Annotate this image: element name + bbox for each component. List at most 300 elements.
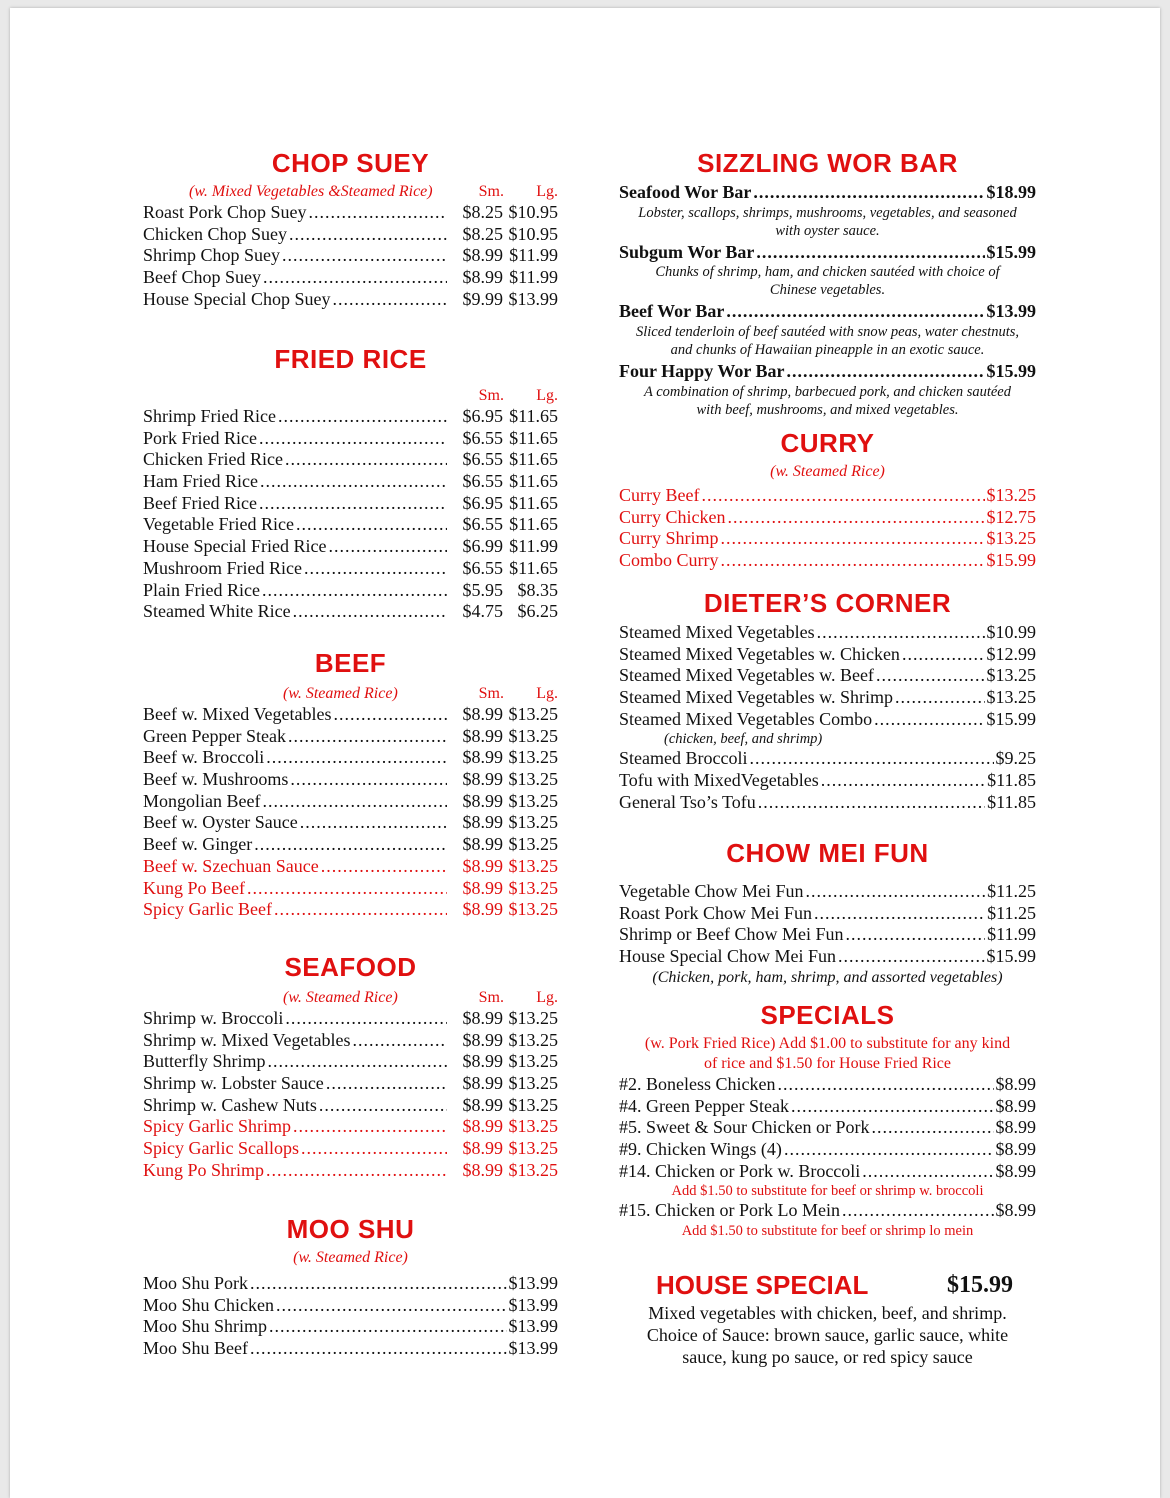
item-description-line: Lobster, scallops, shrimps, mushrooms, vegetables, and seasoned — [638, 204, 1017, 221]
item-price-small: $8.99 — [462, 769, 503, 790]
section-note: (w. Steamed Rice) — [293, 1249, 408, 1266]
menu-item — [619, 1117, 1036, 1139]
menu-item — [619, 665, 1036, 687]
item-price-small: $8.99 — [462, 855, 503, 876]
house-special-line: Mixed vegetables with chicken, beef, and shrimp. — [648, 1303, 1007, 1323]
menu-item — [143, 1338, 558, 1360]
leader-dots — [288, 726, 447, 748]
leader-dots — [784, 1139, 994, 1161]
item-name: Beef w. Mushrooms — [143, 769, 289, 790]
menu-item — [619, 881, 1036, 903]
item-price-large: $11.65 — [509, 492, 558, 513]
item-price-small: $4.75 — [462, 601, 503, 622]
item-name: House Special Chow Mei Fun — [619, 946, 836, 967]
item-price: $13.99 — [508, 1338, 558, 1359]
item-name: Green Pepper Steak — [143, 725, 286, 746]
menu-item — [619, 507, 1036, 529]
item-name: Steamed Mixed Vegetables w. Shrimp — [619, 687, 893, 708]
leader-dots — [250, 1273, 506, 1295]
item-price-large: $13.25 — [508, 1073, 558, 1094]
menu-item — [143, 747, 558, 769]
large-col-header: Lg. — [536, 183, 558, 200]
item-price: $11.85 — [987, 770, 1036, 791]
item-name: Vegetable Chow Mei Fun — [619, 881, 804, 901]
leader-dots — [876, 665, 985, 687]
menu-item — [619, 924, 1036, 946]
menu-item — [143, 267, 558, 289]
section-curry — [619, 428, 1036, 572]
item-price-large: $11.65 — [509, 427, 558, 448]
item-price: $18.99 — [986, 182, 1036, 202]
item-description — [619, 323, 1036, 359]
leader-dots — [276, 1295, 506, 1317]
item-name: Moo Shu Chicken — [143, 1294, 275, 1315]
menu-item — [619, 687, 1036, 709]
leader-dots — [791, 1096, 994, 1118]
item-price-large: $13.25 — [508, 1159, 558, 1180]
item-name: Tofu with MixedVegetables — [619, 770, 819, 791]
item-name: Shrimp w. Broccoli — [143, 1008, 284, 1028]
menu-item — [619, 1139, 1036, 1161]
item-name: Steamed Mixed Vegetables w. Beef — [619, 665, 874, 686]
item-name: Beef w. Broccoli — [143, 747, 265, 768]
leader-dots — [777, 1074, 993, 1096]
item-price-large: $11.65 — [509, 471, 558, 492]
menu-item — [143, 449, 558, 471]
item-price-small: $6.55 — [462, 514, 503, 535]
leader-dots — [721, 550, 985, 572]
leader-dots — [895, 687, 985, 709]
leader-dots — [289, 224, 447, 246]
item-price: $15.99 — [986, 241, 1036, 262]
section-title: MOO SHU — [286, 1214, 415, 1244]
leader-dots — [721, 528, 985, 550]
item-name: Vegetable Fried Rice — [143, 514, 294, 535]
house-special-line: Choice of Sauce: brown sauce, garlic sauce, white — [646, 1325, 1009, 1345]
leader-dots — [319, 1095, 447, 1117]
item-price-large: $13.25 — [508, 1138, 558, 1159]
item-price-small: $8.99 — [462, 704, 503, 724]
item-price-small: $8.99 — [462, 1051, 503, 1072]
item-price: $11.85 — [987, 791, 1036, 812]
item-name: Subgum Wor Bar — [619, 241, 755, 262]
leader-dots — [805, 881, 985, 903]
leader-dots — [260, 471, 447, 493]
section-title: BEEF — [314, 648, 387, 678]
item-price-small: $5.95 — [462, 579, 503, 600]
item-name: Curry Chicken — [619, 506, 726, 527]
item-price: $15.99 — [986, 361, 1036, 382]
item-name: Steamed Mixed Vegetables Combo — [619, 708, 873, 729]
leader-dots — [333, 704, 447, 726]
item-price-small: $8.99 — [462, 1094, 503, 1115]
leader-dots — [309, 202, 447, 224]
menu-item — [143, 1095, 558, 1117]
item-name: Steamed Broccoli — [619, 748, 748, 769]
leader-dots — [871, 1117, 993, 1139]
menu-item — [143, 769, 558, 791]
menu-item — [619, 182, 1036, 204]
menu-item — [619, 622, 1036, 644]
item-name: Curry Beef — [619, 485, 700, 505]
menu-item — [143, 791, 558, 813]
item-name: #2. Boneless Chicken — [619, 1074, 776, 1094]
item-price-large: $13.25 — [508, 899, 558, 920]
menu-item — [143, 406, 558, 428]
leader-dots — [328, 536, 447, 558]
item-description — [619, 263, 1036, 299]
menu-item — [619, 644, 1036, 666]
menu-item — [143, 1138, 558, 1160]
menu-item — [143, 1316, 558, 1338]
item-name: Mushroom Fried Rice — [143, 557, 302, 578]
menu-item — [619, 242, 1036, 264]
menu-item — [619, 1200, 1036, 1222]
section-title: SIZZLING WOR BAR — [697, 148, 958, 178]
chow-mei-fun-footnote: (Chicken, pork, ham, shrimp, and assorted vegetables) — [652, 968, 1003, 986]
leader-dots — [749, 748, 993, 770]
item-price-large: $13.25 — [508, 855, 558, 876]
item-name: Roast Pork Chop Suey — [143, 202, 307, 222]
item-price-small: $8.99 — [462, 1029, 503, 1050]
section-dieters-corner — [619, 588, 1036, 814]
item-name: Shrimp or Beef Chow Mei Fun — [619, 924, 844, 945]
item-name: Ham Fried Rice — [143, 471, 258, 492]
item-price-small: $6.55 — [462, 449, 503, 470]
item-name: Moo Shu Beef — [143, 1338, 248, 1359]
item-price-large: $11.99 — [509, 245, 558, 266]
item-name: General Tso’s Tofu — [619, 791, 756, 812]
item-price-large: $11.99 — [509, 267, 558, 288]
menu-item — [143, 558, 558, 580]
item-price-large: $13.25 — [508, 877, 558, 898]
leader-dots — [296, 514, 447, 536]
specials-note-line: (w. Pork Fried Rice) Add $1.00 to substitute for any kind — [644, 1035, 1011, 1052]
item-name: Spicy Garlic Beef — [143, 899, 272, 920]
leader-dots — [268, 1051, 448, 1073]
menu-item — [619, 709, 1036, 731]
menu-item — [143, 471, 558, 493]
item-price: $13.99 — [508, 1273, 558, 1293]
item-price-large: $10.95 — [508, 202, 558, 222]
leader-dots — [304, 558, 447, 580]
item-description — [619, 383, 1036, 419]
item-description-line: with oyster sauce. — [775, 222, 880, 239]
leader-dots — [266, 1160, 447, 1182]
leader-dots — [269, 1316, 506, 1338]
menu-item — [619, 748, 1036, 770]
menu-item — [143, 812, 558, 834]
item-name: Beef w. Mixed Vegetables — [143, 704, 332, 724]
house-special-line: sauce, kung po sauce, or red spicy sauce — [682, 1347, 973, 1367]
item-price-small: $8.99 — [462, 1116, 503, 1137]
leader-dots — [753, 182, 984, 204]
menu-item — [143, 580, 558, 602]
item-price-small: $6.55 — [462, 471, 503, 492]
section-beef — [143, 648, 558, 921]
menu-item — [619, 301, 1036, 323]
item-price-small: $6.99 — [462, 536, 503, 557]
menu-item — [619, 946, 1036, 968]
leader-dots — [726, 301, 984, 323]
item-name: Beef Fried Rice — [143, 492, 257, 513]
section-sizzling-wor-bar — [619, 148, 1036, 421]
item-name: Spicy Garlic Shrimp — [143, 1116, 291, 1137]
item-price-large: $13.25 — [508, 834, 558, 855]
menu-item — [143, 878, 558, 900]
section-note: (w. Steamed Rice) — [283, 989, 398, 1006]
item-name: Combo Curry — [619, 550, 719, 571]
menu-item — [619, 528, 1036, 550]
item-price: $8.99 — [995, 1095, 1036, 1116]
item-name: House Special Chop Suey — [143, 288, 331, 309]
item-name: Four Happy Wor Bar — [619, 361, 785, 382]
menu-item — [143, 1073, 558, 1095]
menu-item — [143, 1030, 558, 1052]
item-price-large: $6.25 — [517, 601, 558, 622]
menu-item — [143, 856, 558, 878]
leader-dots — [300, 812, 447, 834]
leader-dots — [727, 507, 984, 529]
menu-item — [143, 1051, 558, 1073]
item-price-small: $8.99 — [462, 1073, 503, 1094]
leader-dots — [274, 899, 447, 921]
item-description-line: A combination of shrimp, barbecued pork, and chicken sautéed — [644, 383, 1011, 400]
leader-dots — [326, 1073, 447, 1095]
item-price-small: $8.99 — [462, 1159, 503, 1180]
specials-note-line: of rice and $1.50 for House Fried Rice — [703, 1055, 952, 1072]
house-special-title: HOUSE SPECIAL — [656, 1270, 869, 1300]
item-price: $8.99 — [995, 1139, 1036, 1160]
item-price-large: $11.65 — [509, 406, 558, 426]
menu-item — [143, 202, 558, 224]
item-price-small: $6.95 — [462, 492, 503, 513]
item-name: #4. Green Pepper Steak — [619, 1095, 789, 1116]
item-name: Roast Pork Chow Mei Fun — [619, 902, 813, 923]
item-name: Shrimp w. Mixed Vegetables — [143, 1029, 351, 1050]
leader-dots — [701, 485, 984, 507]
menu-item — [143, 1160, 558, 1182]
menu-item — [143, 1295, 558, 1317]
menu-item — [619, 903, 1036, 925]
leader-dots — [285, 449, 447, 471]
item-price: $11.99 — [987, 924, 1036, 945]
item-price-small: $8.99 — [462, 747, 503, 768]
small-col-header: Sm. — [478, 989, 504, 1006]
leader-dots — [278, 406, 447, 428]
item-price: $13.25 — [986, 687, 1036, 708]
item-name: Beef Chop Suey — [143, 267, 261, 288]
item-price-large: $10.95 — [508, 223, 558, 244]
leader-dots — [332, 289, 447, 311]
leader-dots — [874, 709, 984, 731]
section-title: DIETER’S CORNER — [703, 588, 952, 618]
leader-dots — [263, 267, 447, 289]
item-price-large: $13.25 — [508, 812, 558, 833]
item-price: $9.25 — [995, 748, 1036, 769]
leader-dots — [787, 361, 985, 383]
item-price-small: $8.99 — [462, 877, 503, 898]
item-upgrade-note: Add $1.50 to substitute for beef or shrimp w. broccoli — [671, 1183, 984, 1200]
item-price-small: $8.99 — [462, 245, 503, 266]
leader-dots — [846, 924, 986, 946]
item-price-small: $8.25 — [462, 202, 503, 222]
section-moo-shu — [143, 1214, 558, 1360]
leader-dots — [842, 1200, 994, 1222]
leader-dots — [862, 1161, 993, 1183]
menu-item — [143, 245, 558, 267]
item-name: #14. Chicken or Pork w. Broccoli — [619, 1160, 861, 1181]
item-price-large: $13.25 — [508, 1008, 558, 1028]
item-price-large: $13.25 — [508, 704, 558, 724]
item-name: Steamed Mixed Vegetables w. Chicken — [619, 643, 900, 664]
small-col-header: Sm. — [478, 685, 504, 702]
leader-dots — [756, 242, 984, 264]
item-upgrade-note: Add $1.50 to substitute for beef or shrimp lo mein — [681, 1223, 974, 1240]
item-name: Curry Shrimp — [619, 528, 719, 549]
item-price-large: $11.65 — [509, 557, 558, 578]
leader-dots — [262, 580, 447, 602]
section-title: SEAFOOD — [284, 952, 417, 982]
leader-dots — [262, 791, 447, 813]
leader-dots — [352, 1030, 447, 1052]
item-price: $15.99 — [986, 946, 1036, 967]
menu-item — [143, 536, 558, 558]
leader-dots — [247, 878, 447, 900]
leader-dots — [259, 428, 447, 450]
item-price-large: $11.99 — [509, 536, 558, 557]
item-price: $13.99 — [508, 1316, 558, 1337]
menu-page — [10, 8, 1160, 1498]
menu-item — [619, 361, 1036, 383]
section-chow-mei-fun — [619, 838, 1036, 988]
item-price-small: $6.55 — [462, 427, 503, 448]
section-title: SPECIALS — [760, 1000, 895, 1030]
item-description-line: Sliced tenderloin of beef sautéed with snow peas, water chestnuts, — [636, 324, 1019, 341]
menu-item — [619, 770, 1036, 792]
section-seafood — [143, 952, 558, 1182]
item-price: $13.25 — [986, 665, 1036, 686]
item-price-large: $13.25 — [508, 790, 558, 811]
leader-dots — [817, 622, 985, 644]
item-name: Plain Fried Rice — [143, 579, 260, 600]
leader-dots — [259, 493, 447, 515]
item-price-large: $13.25 — [508, 1029, 558, 1050]
menu-item — [143, 428, 558, 450]
leader-dots — [293, 601, 447, 623]
item-price-large: $13.25 — [508, 1051, 558, 1072]
item-name: Kung Po Beef — [143, 877, 245, 898]
leader-dots — [321, 856, 447, 878]
section-note: (w. Steamed Rice) — [770, 463, 885, 480]
leader-dots — [758, 792, 985, 814]
item-price-large: $13.25 — [508, 1094, 558, 1115]
leader-dots — [266, 747, 447, 769]
large-col-header: Lg. — [536, 387, 558, 404]
house-special-description — [619, 1302, 1036, 1368]
leader-dots — [293, 1116, 447, 1138]
item-price: $11.25 — [987, 902, 1036, 923]
menu-item — [143, 1273, 558, 1295]
item-price-large: $13.25 — [508, 769, 558, 790]
menu-item — [619, 792, 1036, 814]
item-price: $8.99 — [995, 1200, 1036, 1221]
section-chop-suey — [143, 148, 558, 310]
large-col-header: Lg. — [536, 989, 558, 1006]
leader-dots — [282, 245, 447, 267]
item-price: $12.99 — [986, 643, 1036, 664]
item-price-large: $8.35 — [517, 579, 558, 600]
item-price: $11.25 — [987, 881, 1036, 901]
item-name: Moo Shu Pork — [143, 1273, 249, 1293]
item-description-line: Chinese vegetables. — [769, 282, 886, 299]
item-price-small: $8.99 — [462, 812, 503, 833]
item-name: Beef Wor Bar — [619, 301, 725, 322]
section-note: (w. Steamed Rice) — [283, 685, 398, 702]
item-price: $13.25 — [986, 528, 1036, 549]
menu-item — [619, 485, 1036, 507]
item-price-large: $11.65 — [509, 514, 558, 535]
item-name: Steamed Mixed Vegetables — [619, 622, 815, 642]
leader-dots — [821, 770, 985, 792]
section-title: CURRY — [780, 428, 875, 458]
item-price: $8.99 — [995, 1117, 1036, 1138]
menu-item — [143, 1116, 558, 1138]
item-name: Beef w. Szechuan Sauce — [143, 855, 319, 876]
menu-item — [143, 704, 558, 726]
item-price: $8.99 — [995, 1160, 1036, 1181]
menu-item — [143, 493, 558, 515]
menu-item — [619, 1096, 1036, 1118]
house-special-price: $15.99 — [947, 1272, 1013, 1298]
item-price-small: $8.99 — [462, 725, 503, 746]
item-name: House Special Fried Rice — [143, 536, 327, 557]
menu-item — [619, 1161, 1036, 1183]
item-name: Mongolian Beef — [143, 790, 261, 811]
item-price: $13.99 — [986, 301, 1036, 322]
menu-item — [619, 1074, 1036, 1096]
item-price-small: $6.95 — [462, 406, 503, 426]
menu-item — [143, 726, 558, 748]
item-price-small: $8.25 — [462, 223, 503, 244]
item-price: $15.99 — [986, 708, 1036, 729]
large-col-header: Lg. — [536, 685, 558, 702]
item-name: Shrimp Fried Rice — [143, 406, 276, 426]
item-name: Shrimp w. Cashew Nuts — [143, 1094, 317, 1115]
leader-dots — [814, 903, 985, 925]
item-price-small: $8.99 — [462, 790, 503, 811]
item-price-small: $8.99 — [462, 834, 503, 855]
item-name: Beef w. Oyster Sauce — [143, 812, 298, 833]
small-col-header: Sm. — [478, 387, 504, 404]
item-price-small: $8.99 — [462, 899, 503, 920]
item-description-line: and chunks of Hawaiian pineapple in an exotic sauce. — [670, 342, 985, 359]
item-subnote: (chicken, beef, and shrimp) — [664, 731, 823, 748]
leader-dots — [290, 769, 447, 791]
leader-dots — [285, 1008, 447, 1030]
item-name: Chicken Fried Rice — [143, 449, 283, 470]
item-name: Shrimp w. Lobster Sauce — [143, 1073, 324, 1094]
item-price-small: $9.99 — [462, 288, 503, 309]
item-price-small: $8.99 — [462, 1138, 503, 1159]
item-name: Kung Po Shrimp — [143, 1159, 265, 1180]
item-price: $15.99 — [986, 550, 1036, 571]
item-name: Beef w. Ginger — [143, 834, 253, 855]
item-name: Butterfly Shrimp — [143, 1051, 266, 1072]
menu-item — [143, 834, 558, 856]
leader-dots — [254, 834, 447, 856]
item-name: Moo Shu Shrimp — [143, 1316, 268, 1337]
